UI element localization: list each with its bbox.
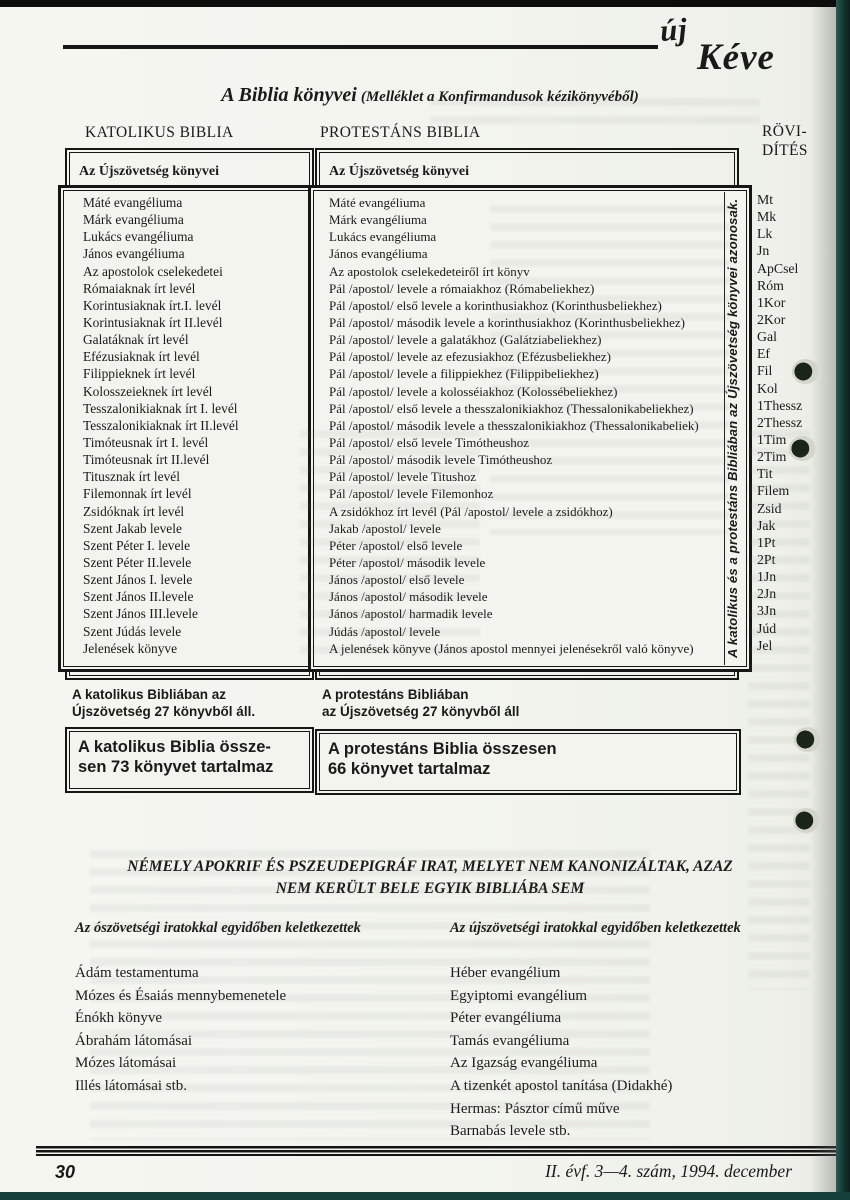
catholic-book-row: Kolosszeieknek írt levél — [83, 383, 213, 399]
apocrypha-heading-line1: NÉMELY APOKRIF ÉS PSZEUDEPIGRÁF IRAT, MELYET NEM KANONIZÁLTAK, AZAZ — [127, 858, 733, 875]
protestant-book-row: Júdás /apostol/ levele — [329, 623, 441, 639]
protestant-book-row: Pál /apostol/ levele a kolosséiakhoz (Kolossébeliekhez) — [329, 383, 618, 399]
catholic-book-row: Galatáknak írt levél — [83, 332, 189, 348]
protestant-book-row: A zsidókhoz írt levél (Pál /apostol/ levele a zsidókhoz) — [329, 503, 613, 519]
protestant-book-row: Péter /apostol/ első levele — [329, 537, 463, 553]
abbreviation-row: Filem — [757, 483, 790, 499]
rotated-side-note — [724, 192, 745, 665]
old-testament-apocrypha-heading: Az ószövetségi iratokkal egyidőben keletkezettek — [75, 920, 361, 936]
apocrypha-item: Ádám testamentuma — [75, 965, 199, 981]
protestant-book-row: János evangéliuma — [329, 246, 428, 262]
abbreviation-row: 1Thessz — [757, 397, 803, 413]
catholic-total-line1: A katolikus Biblia össze- — [78, 738, 271, 756]
abbreviation-row: 2Thessz — [757, 414, 803, 430]
abbreviation-row: Zsid — [757, 500, 782, 516]
catholic-book-row: Zsidóknak írt levél — [83, 503, 185, 519]
catholic-book-row: Szent János III.levele — [83, 606, 198, 622]
catholic-book-row: Filemonnak írt levél — [83, 486, 192, 502]
article-title-line — [70, 84, 790, 107]
abbreviation-row: Jel — [757, 637, 773, 653]
protestant-book-row: Pál /apostol/ első levele Timótheushoz — [329, 434, 530, 450]
catholic-book-row: János evangéliuma — [83, 246, 185, 262]
abbreviation-row: ApCsel — [757, 260, 799, 276]
catholic-count-note — [72, 687, 255, 720]
catholic-book-row: Lukács evangéliuma — [83, 229, 194, 245]
abbreviation-row: 1Pt — [757, 534, 776, 550]
abbreviation-row: Júd — [757, 620, 777, 636]
catholic-book-row: Timóteusnak írt I. levél — [83, 434, 209, 450]
catholic-book-row: Szent János I. levele — [83, 572, 193, 588]
catholic-column-header: KATOLIKUS BIBLIA — [85, 124, 234, 141]
protestant-total-line2: 66 könyvet tartalmaz — [328, 760, 491, 778]
apocrypha-item: Tamás evangéliuma — [450, 1032, 570, 1049]
catholic-book-row: Efézusiaknak írt levél — [83, 349, 200, 365]
abbreviation-row: 2Tim — [757, 449, 787, 465]
apocrypha-item: Illés látomásai stb. — [75, 1077, 188, 1094]
page-number: 30 — [55, 1162, 76, 1182]
protestant-count-note-line1: A protestáns Bibliában — [322, 687, 469, 702]
catholic-book-row: Szent Péter I. levele — [83, 537, 191, 553]
catholic-book-row: Márk evangéliuma — [83, 212, 184, 228]
catholic-book-row: Filippieknek írt levél — [83, 366, 196, 382]
protestant-total-box — [315, 729, 741, 795]
protestant-book-row: Pál /apostol/ levele a galatákhoz (Galátziabeliekhez) — [329, 332, 602, 348]
side-note-text: A katolikus és a protestáns Bibliában az Újszövetség könyvei azonosak. — [725, 198, 740, 659]
catholic-book-row: Szent Jakab levele — [83, 520, 182, 536]
protestant-book-row: Márk evangéliuma — [329, 212, 427, 228]
apocrypha-heading — [70, 856, 790, 900]
protestant-book-row: Jakab /apostol/ levele — [329, 520, 441, 536]
protestant-total-text — [328, 739, 557, 779]
apocrypha-item: Hermas: Pásztor című műve — [450, 1100, 620, 1117]
apocrypha-item: A tizenkét apostol tanítása (Didakhé) — [450, 1077, 673, 1094]
protestant-book-row: Pál /apostol/ levele a rómaiakhoz (Rómabeliekhez) — [329, 280, 595, 296]
apocrypha-item: Péter evangéliuma — [450, 1010, 562, 1027]
abbreviation-row: 2Kor — [757, 311, 786, 327]
abbreviation-row: Kol — [757, 380, 778, 396]
protestant-book-list — [311, 188, 725, 658]
abbreviation-row: Róm — [757, 277, 784, 293]
new-testament-apocrypha-list — [450, 965, 672, 1146]
abbreviation-list — [757, 192, 802, 655]
catholic-book-row: Korintusiaknak írt II.levél — [83, 314, 223, 330]
abbreviation-row: Ef — [757, 346, 771, 362]
catholic-book-row: Szent Júdás levele — [83, 623, 182, 639]
protestant-book-row: János /apostol/ harmadik levele — [329, 606, 493, 622]
catholic-book-row: Rómaiaknak írt levél — [83, 280, 196, 296]
apocrypha-item: Egyiptomi evangélium — [450, 987, 588, 1004]
footer-rule — [36, 1146, 844, 1156]
catholic-book-row: Tesszalonikiaknak írt II.levél — [83, 417, 239, 433]
catholic-book-row: Szent János II.levele — [83, 589, 194, 605]
protestant-book-row: Pál /apostol/ levele a filippiekhez (Filippibeliekhez) — [329, 366, 599, 382]
punch-hole — [793, 808, 820, 833]
protestant-book-row: A jelenések könyve (János apostol mennyei jelenésekről való könyve) — [329, 640, 694, 656]
abbreviation-row: Fil — [757, 363, 773, 379]
abbreviation-column-header — [762, 122, 808, 160]
catholic-book-row: Titusznak írt levél — [83, 469, 180, 485]
catholic-book-list-box — [58, 185, 322, 672]
abbreviation-row: 3Jn — [757, 603, 777, 619]
abbreviation-row: 2Jn — [757, 586, 777, 602]
abbreviation-row: Gal — [757, 329, 777, 345]
page-title: A Biblia könyvei — [221, 84, 357, 106]
catholic-total-line2: sen 73 könyvet tartalmaz — [78, 758, 274, 776]
protestant-book-row: Pál /apostol/ első levele a korinthusiakhoz (Korinthusbeliekhez) — [329, 297, 662, 313]
catholic-book-row: Az apostolok cselekedetei — [83, 263, 223, 279]
protestant-box-label: Az Újszövetség könyvei — [329, 164, 469, 179]
punch-hole — [789, 436, 816, 461]
apocrypha-item: Az Igazság evangéliuma — [450, 1055, 598, 1072]
protestant-book-row: Pál /apostol/ első levele a thesszalonikiakhoz (Thessalonikabeliekhez) — [329, 400, 694, 416]
scan-edge-bottom-strip — [0, 1192, 850, 1200]
catholic-book-row: Máté evangéliuma — [83, 195, 183, 210]
apocrypha-item: Énókh könyve — [75, 1010, 163, 1027]
abbreviation-row: Lk — [757, 226, 773, 242]
protestant-count-note-line2: az Újszövetség 27 könyvből áll — [322, 703, 520, 719]
catholic-total-text — [78, 737, 273, 777]
apocrypha-item: Héber evangélium — [450, 965, 561, 981]
abbreviation-header-line1: RÖVI- — [762, 123, 808, 140]
abbreviation-header-line2: DÍTÉS — [762, 142, 808, 159]
protestant-book-list-box — [308, 185, 752, 672]
abbreviation-row: 1Kor — [757, 294, 786, 310]
protestant-book-row: Máté evangéliuma — [329, 195, 426, 210]
protestant-book-row: Lukács evangéliuma — [329, 229, 437, 245]
catholic-book-row: Timóteusnak írt II.levél — [83, 452, 210, 468]
catholic-book-row: Tesszalonikiaknak írt I. levél — [83, 400, 238, 416]
abbreviation-row: Mk — [757, 209, 777, 225]
catholic-book-list — [61, 188, 319, 658]
abbreviation-row: 1Tim — [757, 431, 787, 447]
old-testament-apocrypha-list — [75, 965, 286, 1101]
catholic-count-note-line2: Újszövetség 27 könyvből áll. — [72, 703, 256, 719]
apocrypha-heading-line2: NEM KERÜLT BELE EGYIK BIBLIÁBA SEM — [275, 880, 585, 897]
abbreviation-row: 1Jn — [757, 569, 777, 585]
protestant-book-row: Pál /apostol/ második levele a thesszalonikiakhoz (Thessalonikabeliek) — [329, 417, 699, 433]
apocrypha-item: Mózes látomásai — [75, 1055, 177, 1072]
catholic-box-label: Az Újszövetség könyvei — [79, 164, 219, 179]
abbreviation-row: 2Pt — [757, 551, 776, 567]
protestant-book-row: Péter /apostol/ második levele — [329, 554, 486, 570]
magazine-logo-uj: új — [658, 11, 690, 48]
apocrypha-item: Mózes és Ésaiás mennybemenetele — [75, 987, 287, 1004]
punch-hole — [792, 359, 819, 384]
protestant-book-row: Pál /apostol/ második levele a korinthusiakhoz (Korinthusbeliekhez) — [329, 314, 685, 330]
scan-edge-right-shadow — [810, 0, 838, 1200]
punch-hole — [794, 727, 821, 752]
abbreviation-row: Jn — [757, 243, 770, 259]
catholic-book-row: Korintusiaknak írt.I. levél — [83, 297, 222, 313]
page-subtitle: (Melléklet a Konfirmandusok kézikönyvéből) — [360, 89, 639, 105]
catholic-book-row: Jelenések könyve — [83, 640, 178, 656]
header-rule — [63, 45, 658, 49]
abbreviation-row: Tit — [757, 466, 773, 482]
protestant-column-header: PROTESTÁNS BIBLIA — [320, 124, 481, 141]
protestant-book-row: Pál /apostol/ második levele Timótheushoz — [329, 452, 553, 468]
issue-info: II. évf. 3—4. szám, 1994. december — [545, 1161, 792, 1181]
catholic-book-row: Szent Péter II.levele — [83, 554, 192, 570]
protestant-book-row: Az apostolok cselekedeteiről írt könyv — [329, 263, 530, 279]
abbreviation-row: Mt — [757, 192, 774, 207]
scan-edge-top — [0, 0, 850, 7]
protestant-book-row: Pál /apostol/ levele az efezusiakhoz (Efézusbeliekhez) — [329, 349, 611, 365]
protestant-book-row: János /apostol/ első levele — [329, 572, 465, 588]
scan-edge-right-strip — [836, 0, 850, 1200]
protestant-book-row: Pál /apostol/ levele Filemonhoz — [329, 486, 494, 502]
protestant-book-row: Pál /apostol/ levele Titushoz — [329, 469, 476, 485]
new-testament-apocrypha-heading: Az újszövetségi iratokkal egyidőben keletkezettek — [450, 920, 741, 936]
catholic-total-box — [65, 727, 314, 793]
protestant-total-line1: A protestáns Biblia összesen — [328, 740, 557, 758]
protestant-book-row: János /apostol/ második levele — [329, 589, 488, 605]
magazine-logo-keve: Kéve — [697, 37, 775, 78]
catholic-count-note-line1: A katolikus Bibliában az — [72, 687, 227, 702]
apocrypha-item: Ábrahám látomásai — [75, 1032, 193, 1049]
abbreviation-row: Jak — [757, 517, 776, 533]
apocrypha-item: Barnabás levele stb. — [450, 1123, 571, 1140]
protestant-count-note — [322, 687, 519, 720]
